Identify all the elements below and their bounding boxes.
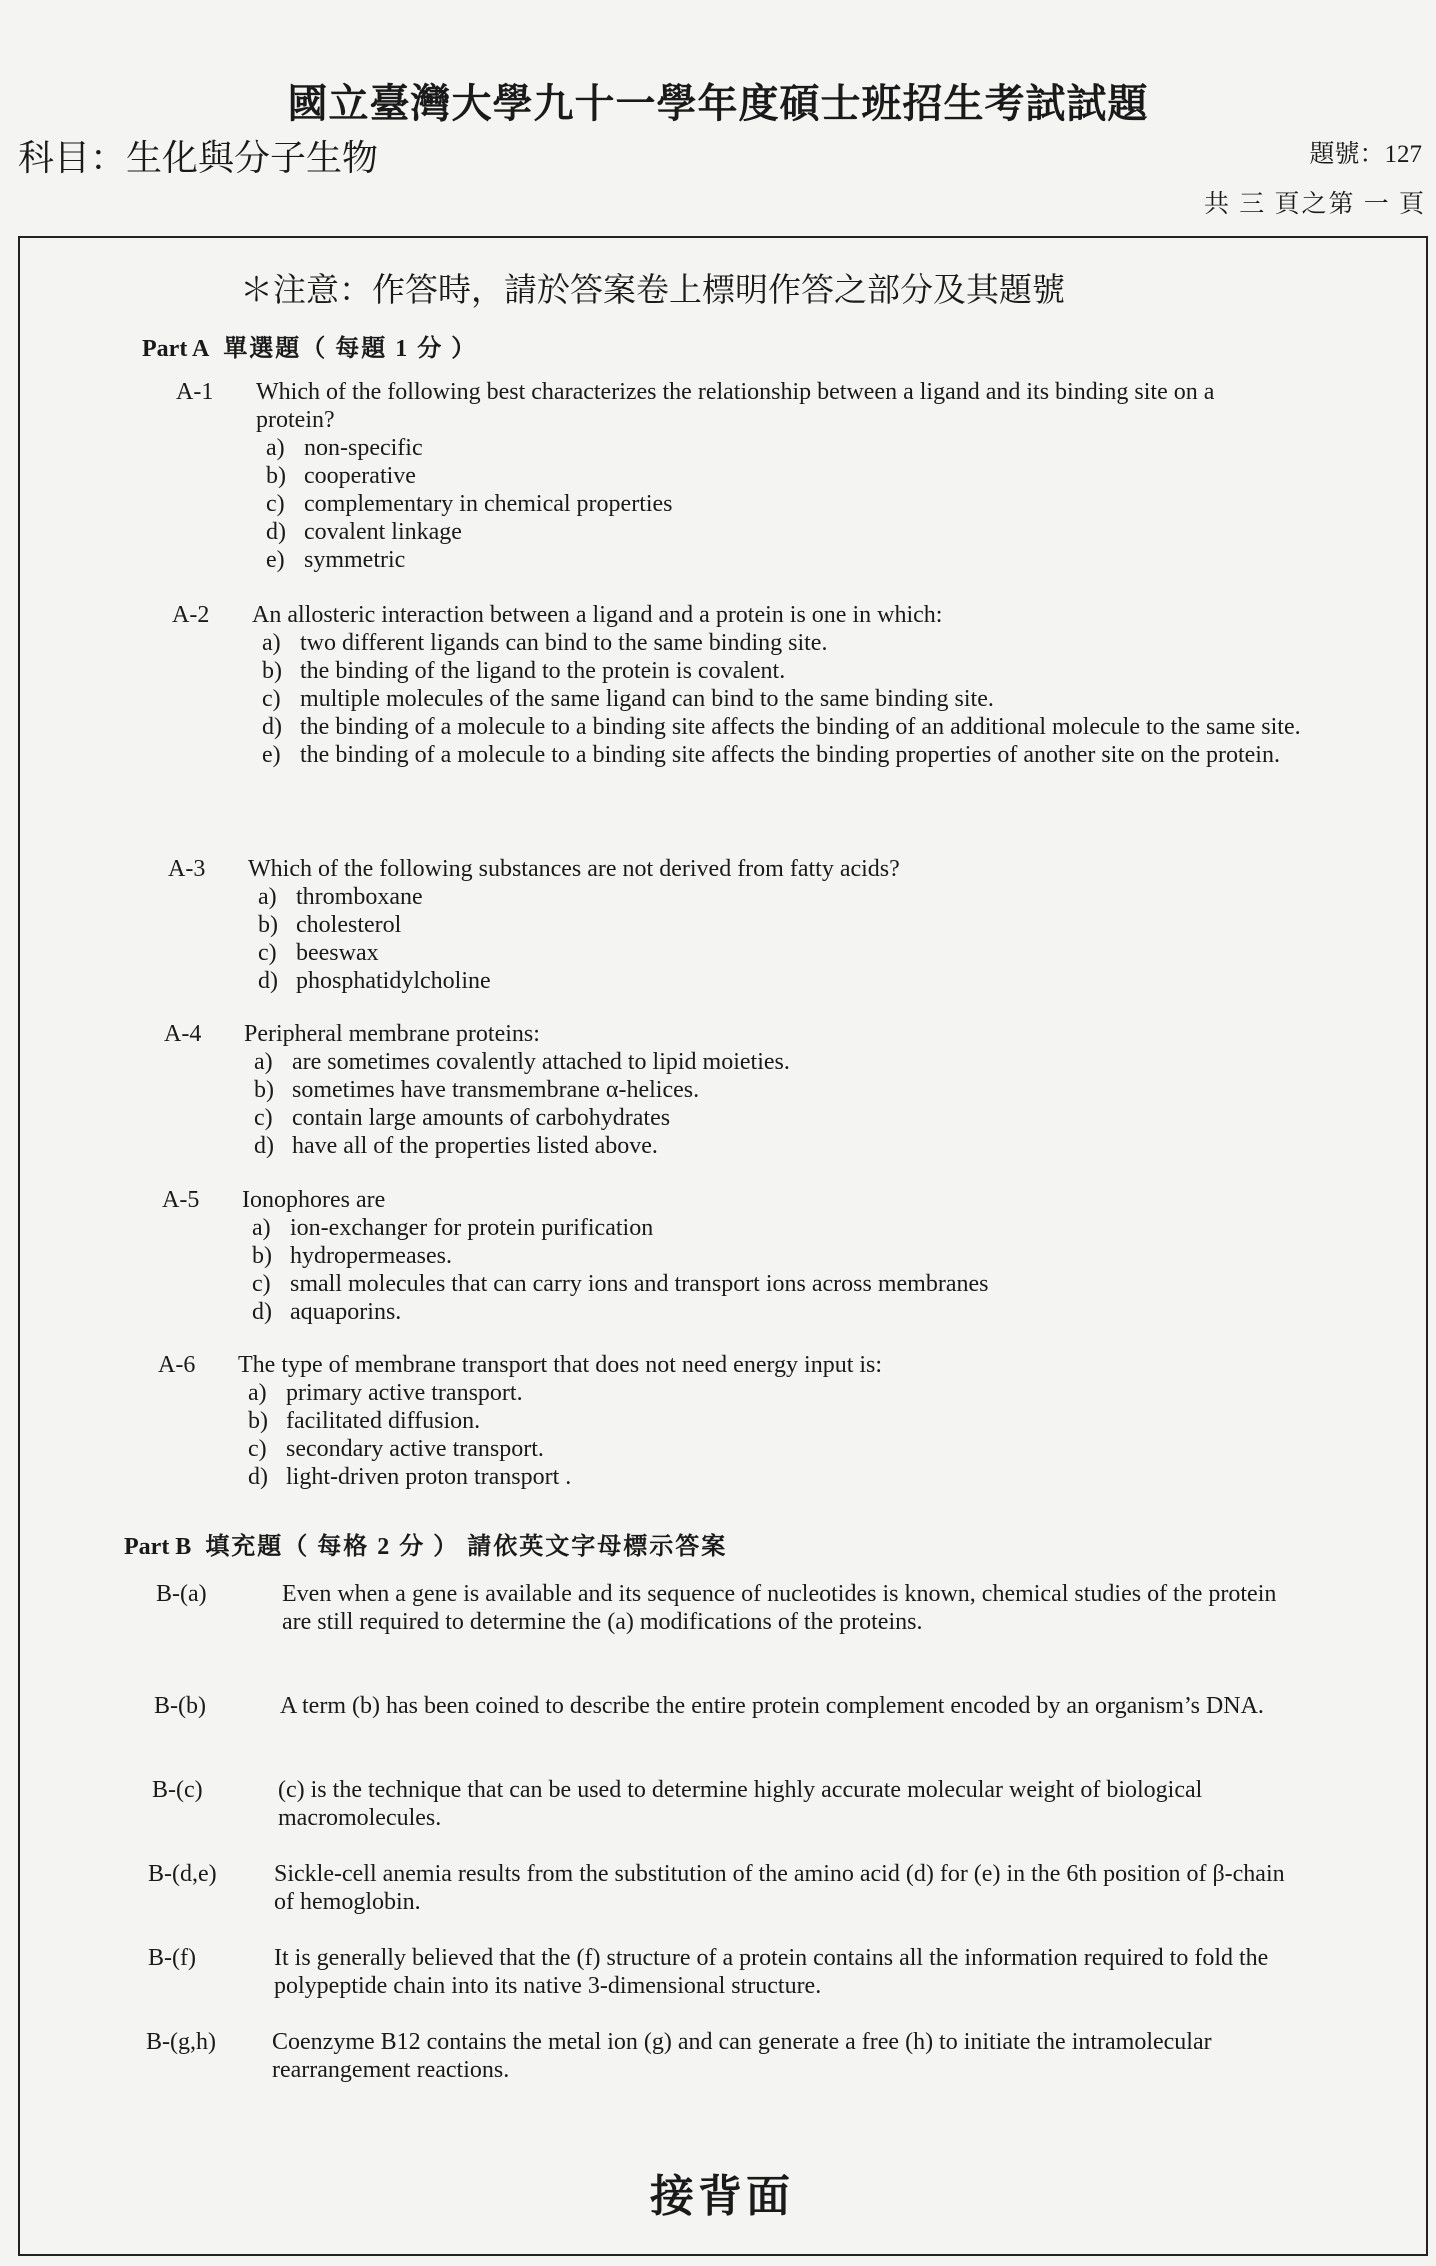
item-number: B-(f)	[148, 1945, 196, 1971]
item-number: B-(g,h)	[146, 2029, 216, 2055]
option: e) symmetric	[266, 547, 406, 573]
option: d) phosphatidylcholine	[258, 968, 491, 994]
option: c) multiple molecules of the same ligand can bind to the same binding site.	[262, 686, 994, 712]
part-b-header	[124, 1526, 727, 1561]
option: a) ion-exchanger for protein purification	[252, 1215, 654, 1241]
question-number: A-1	[176, 379, 214, 405]
item-text: Sickle-cell anemia results from the substitution of the amino acid (d) for (e) in the 6th position of β-chain of hemoglobin.	[274, 1861, 1285, 1915]
item-text: A term (b) has been coined to describe the entire protein complement encoded by an organism’s DNA.	[280, 1693, 1264, 1719]
option: d) covalent linkage	[266, 519, 462, 545]
exam-number: 題號：127	[1309, 141, 1422, 168]
option: b) hydropermeases.	[252, 1243, 452, 1269]
question-stem: The type of membrane transport that does not need energy input is:	[238, 1352, 883, 1378]
item-text: Coenzyme B12 contains the metal ion (g) and can generate a free (h) to initiate the intramolecular rearrangement reactions.	[272, 2029, 1212, 2083]
option: d) the binding of a molecule to a binding site affects the binding of an additional molecule to the same site.	[262, 714, 1301, 740]
item-text: Even when a gene is available and its sequence of nucleotides is known, chemical studies of the protein are still required to determine the (a) modifications of the proteins.	[282, 1581, 1277, 1635]
option: b) facilitated diffusion.	[248, 1408, 481, 1434]
option: c) secondary active transport.	[248, 1436, 544, 1462]
option: c) beeswax	[258, 940, 379, 966]
option: d) have all of the properties listed above.	[254, 1133, 658, 1159]
question-stem: Peripheral membrane proteins:	[244, 1021, 540, 1047]
option: b) sometimes have transmembrane α-helices.	[254, 1077, 700, 1103]
notice: ＊注意：作答時，請於答案卷上標明作答之部分及其題號	[240, 273, 1065, 309]
question-stem: Ionophores are	[242, 1187, 386, 1213]
part-a-title: 單選題（ 每題 1 分 ）	[223, 336, 478, 362]
question-stem: Which of the following best characterizes the relationship between a ligand and its binding site on a protein?	[256, 379, 1215, 433]
option: b) the binding of the ligand to the protein is covalent.	[262, 658, 786, 684]
option: d) aquaporins.	[252, 1299, 402, 1325]
option: d) light-driven proton transport .	[248, 1464, 572, 1490]
university-title: 國立臺灣大學九十一學年度碩士班招生考試試題	[287, 81, 1149, 126]
part-a-header	[142, 328, 477, 363]
option: a) thromboxane	[258, 884, 423, 910]
option: a) two different ligands can bind to the same binding site.	[262, 630, 828, 656]
continue-on-back-note: 接背面	[650, 2172, 794, 2221]
question-number: A-2	[172, 602, 210, 628]
question-number: A-3	[168, 856, 206, 882]
option: a) are sometimes covalently attached to lipid moieties.	[254, 1049, 790, 1075]
option: b) cholesterol	[258, 912, 402, 938]
option: b) cooperative	[266, 463, 416, 489]
item-text: It is generally believed that the (f) structure of a protein contains all the information required to fold the polypeptide chain into its native 3-dimensional structure.	[274, 1945, 1269, 1999]
question-number: A-5	[162, 1187, 200, 1213]
part-b-title: 填充題（ 每格 2 分 ） 請依英文字母標示答案	[205, 1534, 728, 1560]
part-b-label: Part B	[124, 1534, 192, 1560]
item-number: B-(c)	[152, 1777, 203, 1803]
item-number: B-(b)	[154, 1693, 206, 1719]
question-stem: Which of the following substances are not derived from fatty acids?	[248, 856, 900, 882]
question-stem: An allosteric interaction between a ligand and a protein is one in which:	[252, 602, 943, 628]
question-number: A-4	[164, 1021, 202, 1047]
option: c) complementary in chemical properties	[266, 491, 673, 517]
item-text: (c) is the technique that can be used to determine highly accurate molecular weight of biological macromolecules.	[278, 1777, 1203, 1831]
item-number: B-(a)	[156, 1581, 207, 1607]
item-number: B-(d,e)	[148, 1861, 217, 1887]
option: a) primary active transport.	[248, 1380, 523, 1406]
option: c) contain large amounts of carbohydrates	[254, 1105, 671, 1131]
subject-label: 科目：生化與分子生物	[18, 138, 379, 178]
option: e) the binding of a molecule to a binding site affects the binding properties of another site on the protein.	[262, 742, 1280, 768]
question-number: A-6	[158, 1352, 196, 1378]
option: c) small molecules that can carry ions and transport ions across membranes	[252, 1271, 989, 1297]
page-count: 共 三 頁之第 一 頁	[1203, 191, 1426, 218]
option: a) non-specific	[266, 435, 423, 461]
part-a-label: Part A	[142, 336, 210, 362]
